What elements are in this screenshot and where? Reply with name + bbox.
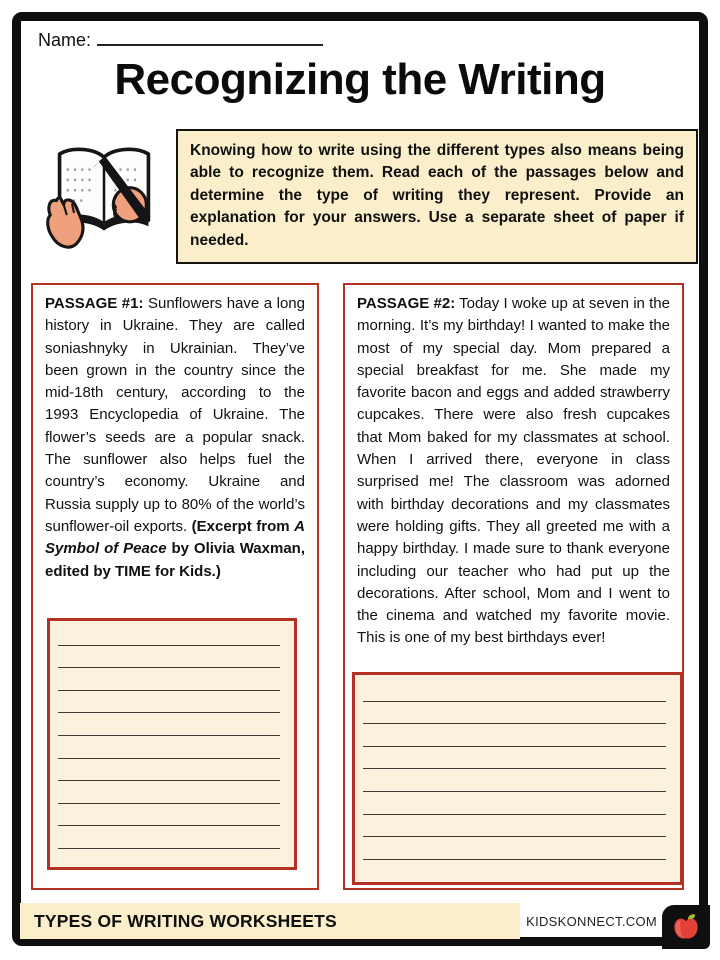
apple-logo-icon xyxy=(671,912,701,942)
passage-2-label: PASSAGE #2: xyxy=(357,295,456,312)
passage-1-text xyxy=(45,293,305,583)
passage-1-answer-area[interactable] xyxy=(47,618,297,870)
footer-site-link[interactable]: KIDSKONNECT.COM xyxy=(526,913,657,929)
passage-2-body: Today I woke up at seven in the morning. It’s my birthday! I wanted to make the most of my special day. Mom prepared a special breakfast for me. She made my favorite bacon and eggs and added strawberry cupcakes. There were also fresh cupcakes that Mom baked for my classmates at school. When I arrived there, everyone in class surprised me! The classroom was adorned with birthday decorations and my classmates were holding gifts. They all greeted me with a happy birthday. I made sure to thank everyone including our teacher who had put up the decorations. After school, Mom and I went to the cinema and watched my favorite movie. This is one of my best birthdays ever! xyxy=(357,295,670,647)
instructions-text: Knowing how to write using the different types also means being able to recognize them. Read each of the passages below and determine the type of writing they represent. Provide an explanation for your answers. Use a separate sheet of paper if needed. xyxy=(190,142,684,249)
answer-line[interactable] xyxy=(363,769,666,792)
answer-line[interactable] xyxy=(58,668,280,691)
passage-1-label: PASSAGE #1: xyxy=(45,295,144,312)
name-row xyxy=(38,30,323,51)
passage-2-answer-area[interactable] xyxy=(352,672,683,885)
answer-line[interactable] xyxy=(58,759,280,782)
answer-line[interactable] xyxy=(58,781,280,804)
answer-line[interactable] xyxy=(363,724,666,747)
name-label: Name: xyxy=(38,30,92,50)
answer-line[interactable] xyxy=(363,747,666,770)
answer-line[interactable] xyxy=(58,713,280,736)
answer-line[interactable] xyxy=(58,691,280,714)
footer-series-title: TYPES OF WRITING WORKSHEETS xyxy=(34,910,337,931)
passage-1-citation: (Excerpt from A Symbol of Peace by Olivia Waxman, edited by TIME for Kids.) xyxy=(45,517,305,580)
answer-line[interactable] xyxy=(58,623,280,646)
apple-logo-badge xyxy=(662,905,710,949)
passage-1-body: Sunflowers have a long history in Ukraine. They are called soniashnyky in Ukrainian. They’ve been grown in the country since the mid-18th century, according to the 1993 Encyclopedia of Ukraine. The flower’s seeds are a popular snack. The sunflower also helps fuel the country’s economy. Ukraine and Russia supply up to 80% of the world’s sunflower-oil exports. xyxy=(45,295,305,535)
book-and-writing-hand-icon xyxy=(42,138,166,258)
footer-title-bar xyxy=(20,903,520,939)
page-title: Recognizing the Writing xyxy=(114,55,606,104)
answer-line[interactable] xyxy=(58,646,280,669)
passage-2-box xyxy=(343,283,684,890)
passage-1-box xyxy=(31,283,319,890)
answer-line[interactable] xyxy=(363,815,666,838)
instructions-box xyxy=(176,129,698,264)
answer-line[interactable] xyxy=(363,837,666,860)
answer-line[interactable] xyxy=(58,736,280,759)
name-input-line[interactable] xyxy=(97,32,323,46)
answer-line[interactable] xyxy=(363,679,666,702)
answer-line[interactable] xyxy=(58,804,280,827)
book-and-writing-hand-svg xyxy=(42,138,166,258)
answer-line[interactable] xyxy=(363,792,666,815)
answer-line[interactable] xyxy=(363,702,666,725)
answer-line[interactable] xyxy=(58,826,280,849)
passage-2-text xyxy=(357,293,670,650)
